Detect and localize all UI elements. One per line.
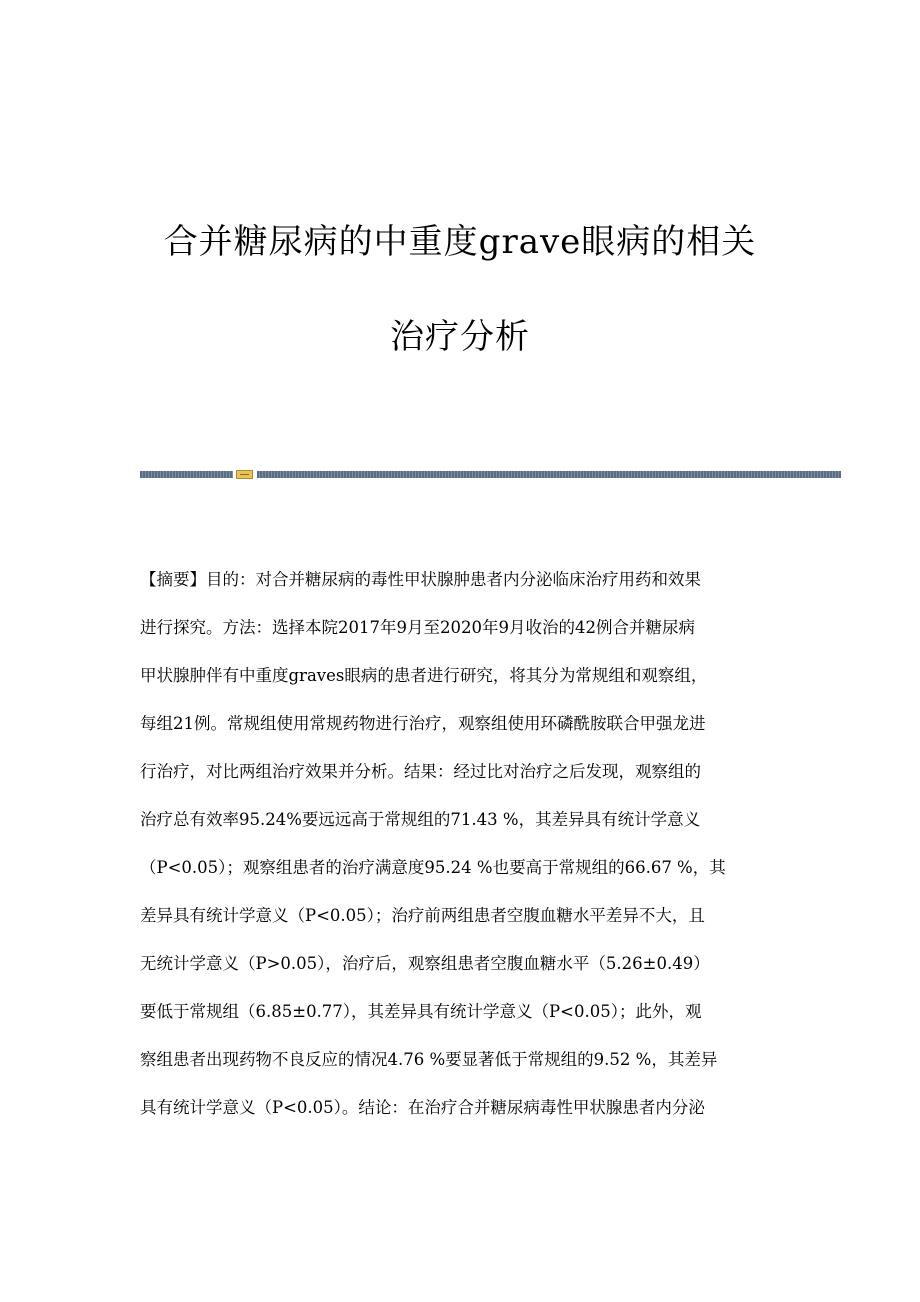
abstract-line: 进行探究。方法：选择本院2017年9月至2020年9月收治的42例合并糖尿病 xyxy=(140,618,695,637)
abstract-line: 要低于常规组（6.85±0.77），其差异具有统计学意义（P<0.05）；此外，观 xyxy=(140,1002,702,1021)
abstract-line: 行治疗，对比两组治疗效果并分析。结果：经过比对治疗之后发现，观察组的 xyxy=(140,762,701,781)
divider-bar-left xyxy=(140,471,233,478)
abstract-paragraph xyxy=(140,565,780,1141)
abstract-line: 察组患者出现药物不良反应的情况4.76 %要显著低于常规组的9.52 %，其差异 xyxy=(140,1050,718,1069)
abstract-line: 甲状腺肿伴有中重度graves眼病的患者进行研究，将其分为常规组和观察组， xyxy=(140,666,708,685)
document-title-line-1: 合并糖尿病的中重度grave眼病的相关 xyxy=(163,222,757,262)
abstract-line: 【摘要】目的：对合并糖尿病的毒性甲状腺肿患者内分泌临床治疗用药和效果 xyxy=(140,570,701,589)
document-title-line-2: 治疗分析 xyxy=(390,317,530,357)
abstract-line: 具有统计学意义（P<0.05）。结论：在治疗合并糖尿病毒性甲状腺患者内分泌 xyxy=(140,1098,705,1117)
title-divider xyxy=(140,470,841,479)
abstract-line: 每组21例。常规组使用常规药物进行治疗，观察组使用环磷酰胺联合甲强龙进 xyxy=(140,714,706,733)
abstract-line: 治疗总有效率95.24%要远远高于常规组的71.43 %，其差异具有统计学意义 xyxy=(140,810,701,829)
divider-ornament-icon xyxy=(236,470,253,479)
abstract-line: 差异具有统计学意义（P<0.05）；治疗前两组患者空腹血糖水平差异不大，且 xyxy=(140,906,705,925)
abstract-line: （P<0.05）；观察组患者的治疗满意度95.24 %也要高于常规组的66.67 %，其 xyxy=(140,858,726,877)
divider-bar-right xyxy=(257,471,841,478)
abstract-line: 无统计学意义（P>0.05），治疗后，观察组患者空腹血糖水平（5.26±0.49） xyxy=(140,954,710,973)
